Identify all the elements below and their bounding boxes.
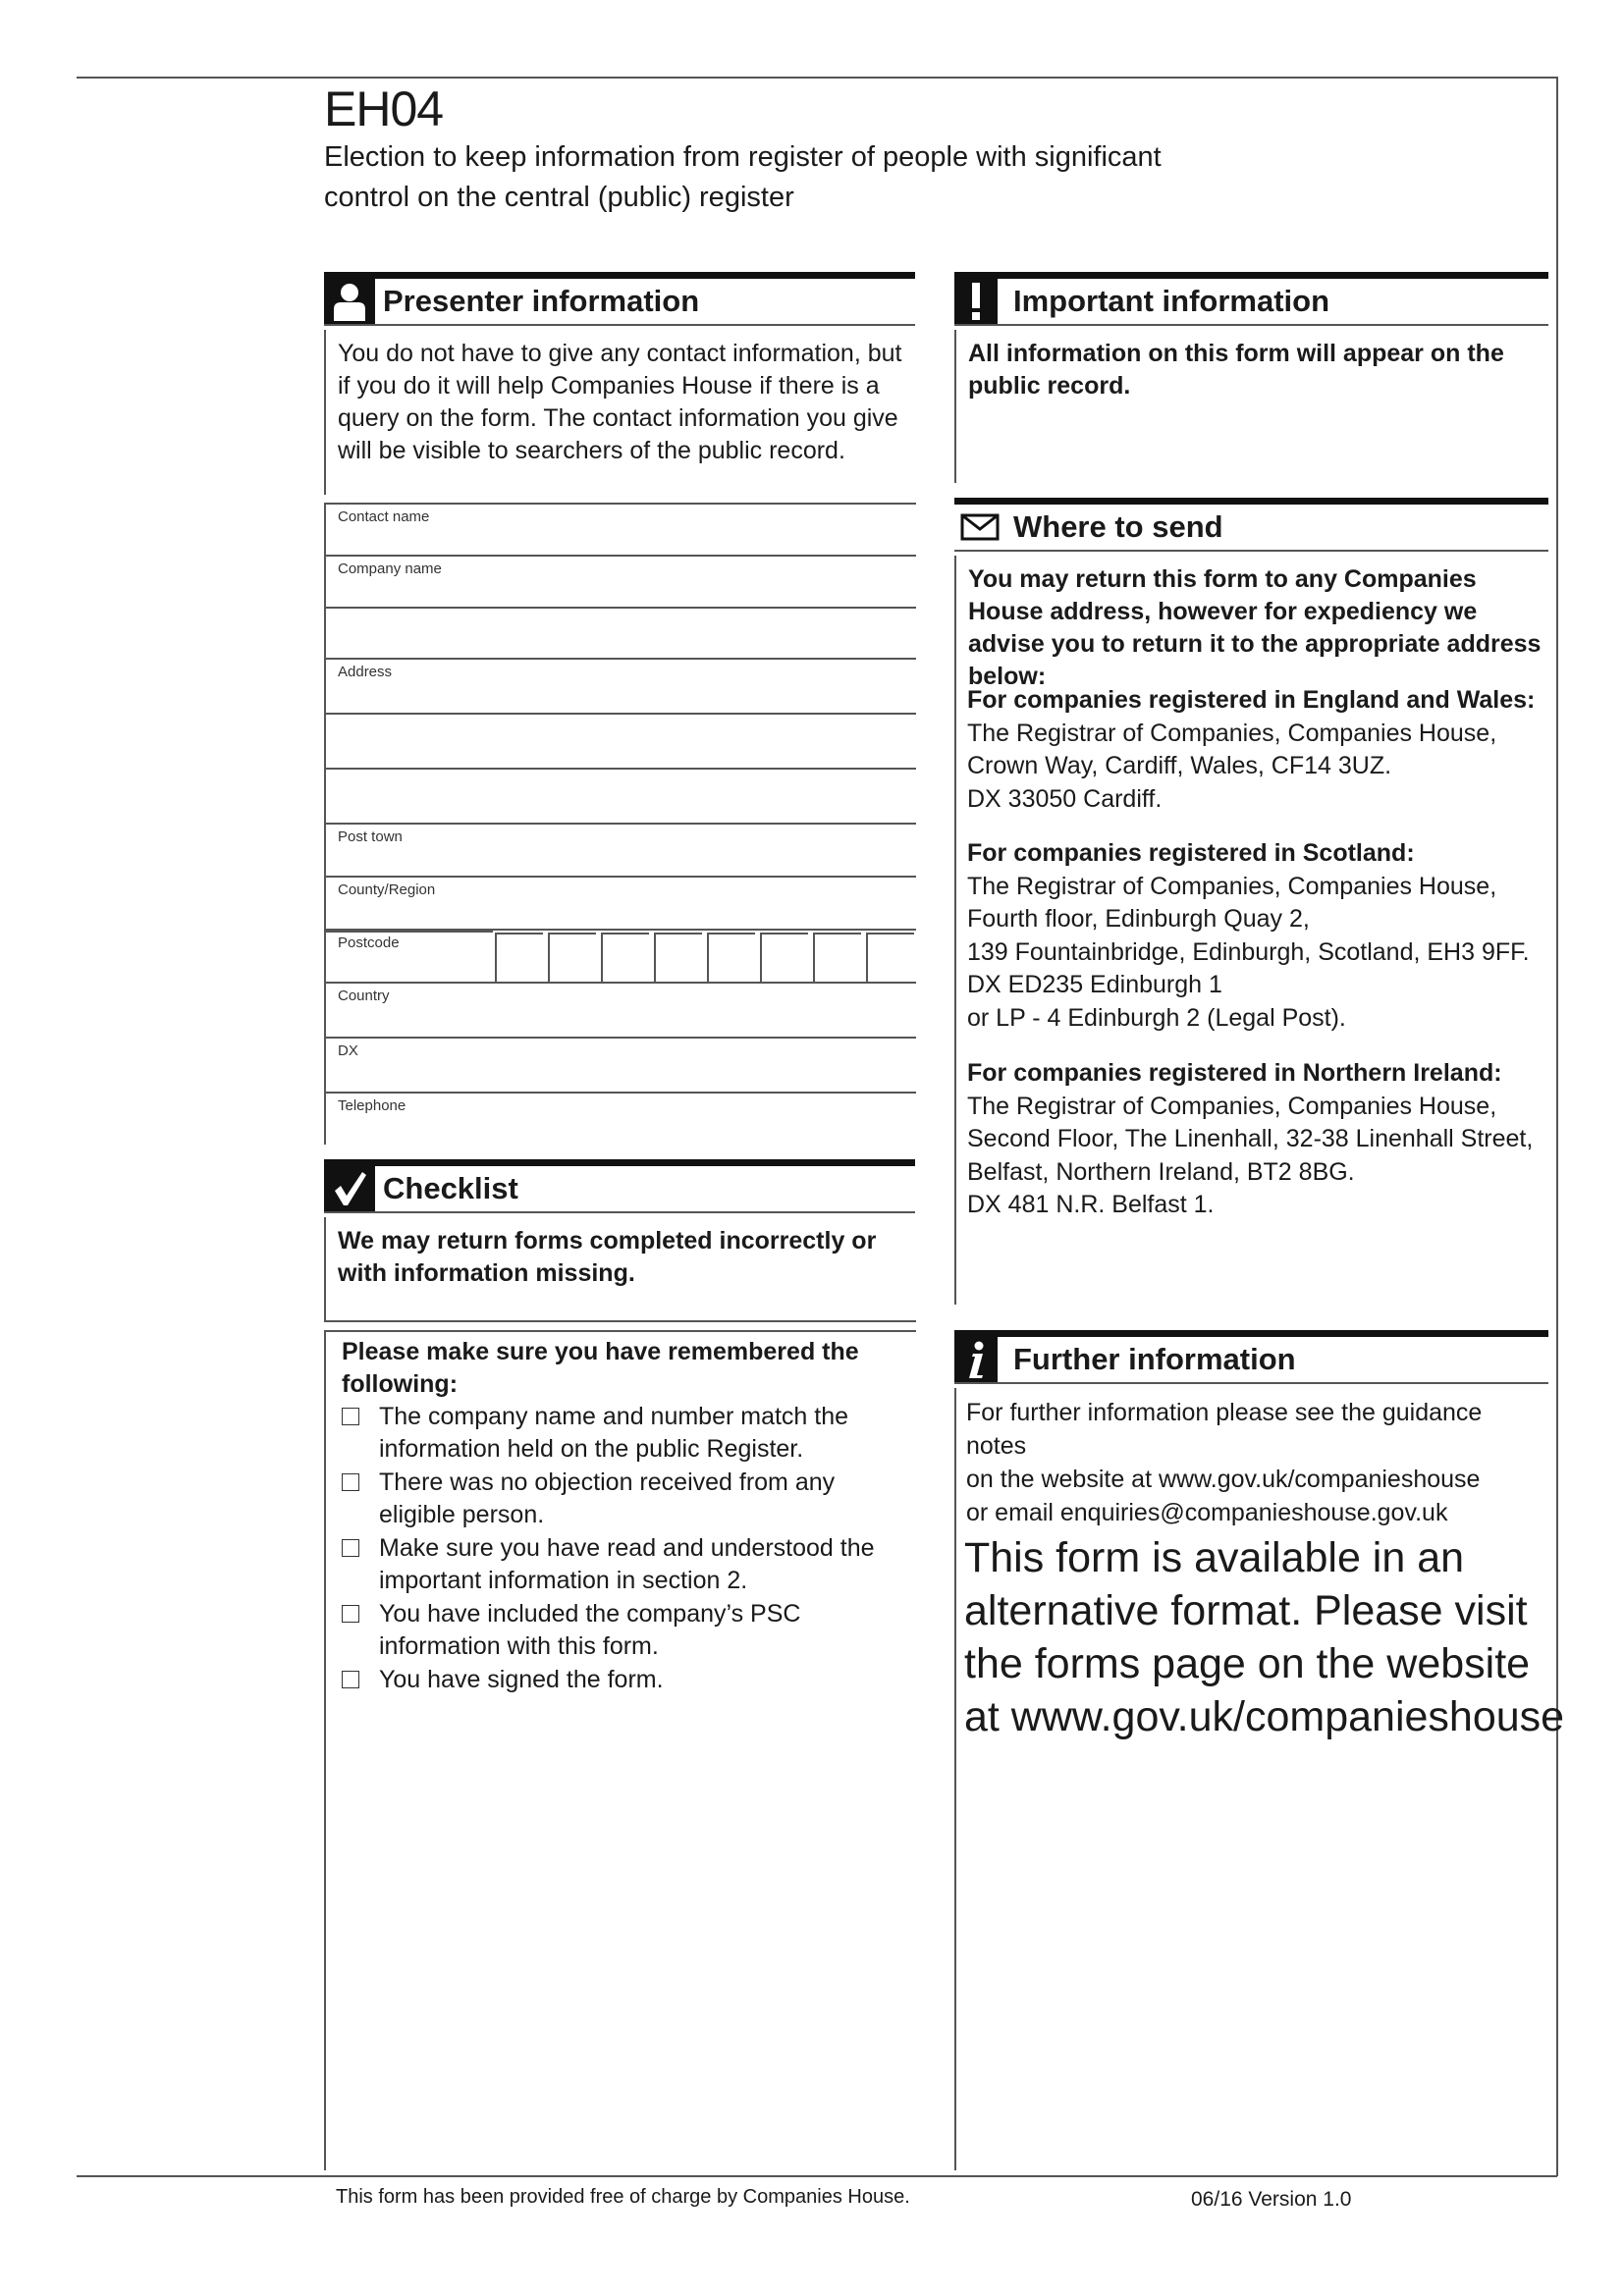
northern-ireland-heading: For companies registered in Northern Ireland:	[967, 1059, 1502, 1087]
address-label: Address	[338, 664, 393, 680]
postcode-char-box[interactable]	[813, 933, 861, 983]
checklist-warning-box	[324, 1217, 916, 1322]
checkbox[interactable]	[342, 1408, 359, 1425]
address-line-3-field[interactable]	[324, 770, 916, 825]
presenter-intro: You do not have to give any contact information, but if you do it will help Companies House if there is a query on the form. The contact information you give will be visible to searchers of the public record.	[338, 340, 902, 464]
address-line: or LP - 4 Edinburgh 2 (Legal Post).	[967, 1003, 1346, 1032]
checkbox[interactable]	[342, 1605, 359, 1623]
england-heading: For companies registered in England and Wales:	[967, 686, 1536, 714]
checklist-warning: We may return forms completed incorrectly or with information missing.	[338, 1227, 877, 1287]
telephone-field[interactable]	[324, 1094, 916, 1145]
envelope-icon	[954, 505, 1005, 550]
checkbox[interactable]	[342, 1473, 359, 1491]
postcode-field[interactable]	[324, 931, 916, 984]
further-info-text: For further information please see the guidance notes on the website at www.gov.uk/companieshouse or email enquiries@companieshouse.gov.uk	[966, 1399, 1483, 1526]
address-line: DX 481 N.R. Belfast 1.	[967, 1191, 1215, 1218]
england-address	[967, 684, 1556, 816]
info-icon	[954, 1337, 998, 1382]
checklist-item[interactable]: Make sure you have read and understood the important information in section 2.	[342, 1532, 911, 1597]
country-label: Country	[338, 988, 390, 1004]
post-town-label: Post town	[338, 828, 403, 845]
scotland-address	[967, 837, 1556, 1035]
checklist-item[interactable]: The company name and number match the information held on the public Register.	[342, 1401, 911, 1466]
telephone-label: Telephone	[338, 1097, 406, 1114]
dx-field[interactable]	[324, 1039, 916, 1094]
address-field[interactable]	[324, 660, 916, 715]
checklist-item[interactable]: You have signed the form.	[342, 1664, 911, 1696]
checkbox[interactable]	[342, 1539, 359, 1557]
postcode-label: Postcode	[338, 934, 400, 951]
company-name-line-2-field[interactable]	[324, 609, 916, 660]
important-box	[954, 330, 1548, 483]
presenter-heading: Presenter information	[383, 284, 700, 318]
page-bottom-rule	[77, 2175, 1557, 2177]
county-region-field[interactable]	[324, 878, 916, 931]
where-to-send-intro: You may return this form to any Companies House address, however for expediency we advise you to return it to the appropriate address below:	[968, 565, 1542, 690]
form-title: Election to keep information from register of people with significant control on the central (public) register	[324, 141, 1162, 213]
presenter-section-header	[324, 272, 915, 324]
important-text: All information on this form will appear on the public record.	[968, 340, 1504, 400]
county-region-label: County/Region	[338, 881, 436, 898]
postcode-char-box[interactable]	[654, 933, 702, 983]
address-line: Crown Way, Cardiff, Wales, CF14 3UZ.	[967, 752, 1392, 779]
postcode-label-underline	[326, 931, 493, 933]
page-top-rule	[77, 77, 1557, 79]
alternative-format-notice: This form is available in an alternative format. Please visit the forms page on the website at www.gov.uk/companieshouse	[964, 1534, 1565, 1740]
checkbox[interactable]	[342, 1671, 359, 1688]
address-line: The Registrar of Companies, Companies House,	[967, 1092, 1497, 1120]
country-field[interactable]	[324, 984, 916, 1039]
checklist-item[interactable]: There was no objection received from any eligible person.	[342, 1467, 911, 1531]
company-name-label: Company name	[338, 561, 442, 577]
postcode-char-box[interactable]	[495, 933, 543, 983]
page-right-rule	[1556, 77, 1558, 2176]
exclamation-icon	[954, 279, 998, 324]
postcode-char-box[interactable]	[866, 933, 914, 983]
address-line: DX 33050 Cardiff.	[967, 784, 1163, 813]
address-line: The Registrar of Companies, Companies House,	[967, 719, 1497, 747]
form-code: EH04	[324, 81, 444, 136]
where-to-send-heading: Where to send	[1013, 509, 1223, 544]
address-line: The Registrar of Companies, Companies House,	[967, 872, 1497, 900]
address-line: 139 Fountainbridge, Edinburgh, Scotland, EH3 9FF.	[967, 937, 1530, 966]
northern-ireland-address	[967, 1057, 1556, 1222]
checklist-item[interactable]: You have included the company’s PSC information with this form.	[342, 1598, 911, 1663]
postcode-char-box[interactable]	[601, 933, 649, 983]
contact-name-field[interactable]	[324, 503, 916, 557]
further-info-section-header	[954, 1330, 1548, 1382]
address-line: DX ED235 Edinburgh 1	[967, 971, 1222, 998]
company-name-field[interactable]	[324, 557, 916, 609]
scotland-heading: For companies registered in Scotland:	[967, 839, 1415, 867]
address-line-2-field[interactable]	[324, 715, 916, 770]
postcode-char-box[interactable]	[707, 933, 755, 983]
post-town-field[interactable]	[324, 825, 916, 878]
where-to-send-section-header	[954, 498, 1548, 550]
further-info-box	[954, 1388, 1548, 2170]
checklist-intro: Please make sure you have remembered the following:	[342, 1338, 859, 1398]
postcode-char-box[interactable]	[548, 933, 596, 983]
presenter-intro-box	[324, 330, 916, 495]
footer-provided-by: This form has been provided free of charge by Companies House.	[336, 2186, 910, 2208]
checklist-section-header	[324, 1159, 915, 1211]
further-info-heading: Further information	[1013, 1342, 1296, 1376]
postcode-char-box[interactable]	[760, 933, 808, 983]
dx-label: DX	[338, 1042, 358, 1059]
checkmark-icon	[324, 1166, 375, 1211]
address-line: Belfast, Northern Ireland, BT2 8BG.	[967, 1157, 1355, 1186]
important-section-header	[954, 272, 1548, 324]
person-icon	[324, 279, 375, 324]
footer-version: 06/16 Version 1.0	[1191, 2188, 1352, 2211]
contact-name-label: Contact name	[338, 508, 430, 525]
important-heading: Important information	[1013, 284, 1330, 318]
checklist-heading: Checklist	[383, 1171, 518, 1205]
address-line: Second Floor, The Linenhall, 32-38 Linenhall Street,	[967, 1125, 1534, 1152]
address-line: Fourth floor, Edinburgh Quay 2,	[967, 905, 1310, 933]
